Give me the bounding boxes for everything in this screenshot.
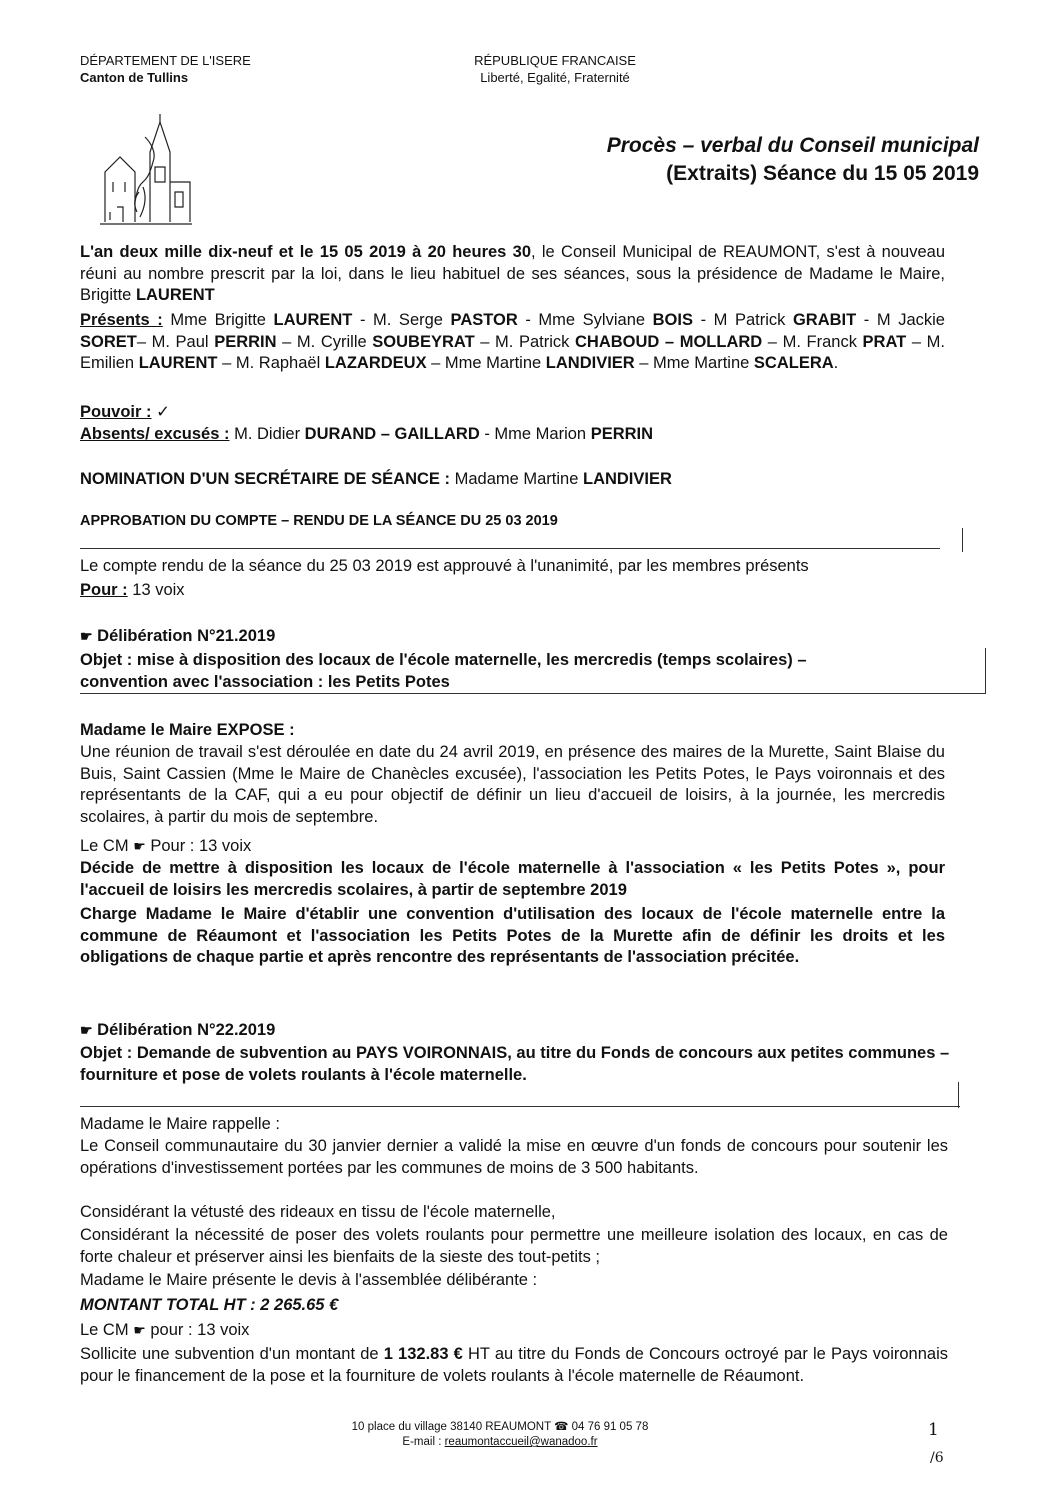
canton-name: Canton de Tullins (80, 70, 189, 85)
considerant-2: Considérant la nécessité de poser des volets roulants pour permettre une meilleure isolation des locaux, en cas de forte chaleur et préserver ainsi les bienfaits de la sieste des tout-petits ; (80, 1226, 948, 1266)
delib22-vote (80, 1320, 249, 1342)
person-title: - Mme Sylviane (517, 311, 653, 329)
pointing-hand-icon: ☛ (133, 838, 146, 854)
page-number: 1 (928, 1420, 939, 1440)
pour-label: Pour : (80, 581, 128, 599)
footer-email-line (300, 1435, 700, 1450)
republic-header (455, 52, 655, 86)
delib22-objet: Objet : Demande de subvention au PAYS VOIRONNAIS, au titre du Fonds de concours aux petites communes – fourniture et pose de volets roulants à l'école maternelle. (80, 1044, 950, 1084)
pouvoir-value: ✓ (156, 403, 170, 421)
absents-line (80, 424, 653, 446)
divider-line (80, 693, 985, 694)
person-title: – Mme Martine (634, 354, 754, 372)
conseil-text: Le Conseil communautaire du 30 janvier dernier a validé la mise en œuvre d'un fonds de concours pour soutenir les opérations d'investissement portées par les communes de moins de 3 500 habitants. (80, 1137, 948, 1177)
secretaire-label: NOMINATION D'UN SECRÉTAIRE DE SÉANCE : (80, 470, 450, 488)
pointing-hand-icon: ☛ (80, 628, 93, 644)
session-date: L'an deux mille dix-neuf et le 15 05 2019 à 20 heures 30 (80, 243, 531, 261)
person-title: – M. Patrick (474, 332, 575, 351)
person-title: - M Jackie (856, 311, 945, 329)
devis-text: Madame le Maire présente le devis à l'assemblée délibérante : (80, 1271, 538, 1289)
person-title: – M. Raphaël (217, 354, 325, 372)
margin-mark (985, 648, 986, 694)
absents-label: Absents/ excusés : (80, 425, 230, 443)
person-title: - M Patrick (692, 311, 793, 329)
presents-label: Présents : (80, 311, 163, 329)
delib21-vote-text: Pour : 13 voix (150, 837, 252, 855)
presents-end: . (833, 354, 839, 372)
divider-line (80, 1106, 960, 1107)
absents-list (229, 425, 653, 443)
delib21-decide: Décide de mettre à disposition les locaux de l'école maternelle à l'association « les Petits Potes », pour l'accueil de loisirs les mercredis scolaires, à partir de septembre 2019 (80, 859, 945, 899)
footer-address: 10 place du village 38140 REAUMONT ☎ 04 76 91 05 78 (351, 1421, 649, 1433)
person-title: M. Didier (229, 425, 305, 443)
page-total: /6 (930, 1450, 944, 1466)
rappelle-label: Madame le Maire rappelle : (80, 1115, 280, 1133)
person-surname: LANDIVIER (545, 354, 635, 372)
approbation-text: Le compte rendu de la séance du 25 03 2019 est approuvé à l'unanimité, par les membres présents (80, 557, 809, 575)
delib21-vote-prefix: Le CM (80, 837, 129, 855)
delib21-objet (80, 650, 980, 693)
approbation-vote (80, 580, 185, 602)
pointing-hand-icon: ☛ (133, 1322, 146, 1338)
person-surname: DURAND – GAILLARD (304, 425, 480, 443)
footer-email-label: E-mail : (402, 1436, 445, 1448)
pouvoir-label: Pouvoir : (80, 403, 152, 421)
delib22-vote-text: pour : 13 voix (150, 1321, 250, 1339)
delib22-heading (80, 1020, 275, 1042)
sollicite-post: HT au titre du Fonds de Concours octroyé par le Pays voironnais pour le financement de la pose et la fourniture de volets roulants à l'école maternelle de Réaumont. (80, 1345, 948, 1385)
footer-address-block (300, 1420, 700, 1450)
village-church-logo (95, 112, 195, 232)
pointing-hand-icon: ☛ (80, 1022, 93, 1038)
delib21-vote (80, 836, 251, 858)
person-surname: SOUBEYRAT (372, 332, 475, 351)
republic-name: RÉPUBLIQUE FRANCAISE (474, 53, 636, 68)
department-header (80, 52, 251, 86)
considerant-1: Considérant la vétusté des rideaux en tissu de l'école maternelle, (80, 1203, 556, 1221)
maire-name: LAURENT (135, 286, 215, 304)
person-surname: LAZARDEUX (324, 354, 427, 372)
person-title: – Mme Martine (426, 354, 546, 372)
expose-text: Une réunion de travail s'est déroulée en date du 24 avril 2019, en présence des maires de la Murette, Saint Blaise du Buis, Saint Cassien (Mme le Maire de Chanècles excusée), l'association les Petits Potes, le Pays voironnais et des représentants de la CAF, qui a eu pour objectif de définir un lieu d'accueil de loisirs, à la journée, les mercredis scolaires, à partir du mois de septembre. (80, 743, 945, 826)
person-surname: PERRIN (214, 332, 277, 351)
sollicite-text (80, 1344, 948, 1387)
person-title: - M. Serge (352, 311, 451, 329)
person-surname: SCALERA (753, 354, 834, 372)
person-title: – M. Paul (136, 332, 215, 351)
person-title: - Mme Marion (479, 425, 591, 443)
secretaire-name: LANDIVIER (582, 470, 672, 488)
person-title: – M. Emilien (80, 332, 945, 372)
delib21-number: Délibération N°21.2019 (97, 627, 276, 645)
person-surname: LAURENT (138, 354, 218, 372)
person-surname: PRAT (862, 332, 907, 351)
person-surname: PASTOR (450, 311, 518, 329)
person-surname: LAURENT (273, 311, 353, 329)
pouvoir-line (80, 402, 170, 424)
expose-label: Madame le Maire EXPOSE : (80, 721, 295, 739)
presents-paragraph (80, 310, 945, 375)
delib21-heading (80, 626, 275, 648)
person-surname: SORET (80, 332, 137, 351)
delib21-objet-line2: convention avec l'association : les Petits Potes (80, 672, 450, 691)
delib22-number: Délibération N°22.2019 (97, 1021, 276, 1039)
title-line-2: (Extraits) Séance du 15 05 2019 (666, 162, 979, 185)
person-surname: BOIS (652, 311, 693, 329)
sollicite-amount: 1 132.83 € (383, 1345, 463, 1363)
delib21-objet-line1: Objet : mise à disposition des locaux de l'école maternelle, les mercredis (temps scolaires) – (80, 651, 807, 669)
divider-line (80, 548, 940, 549)
delib22-vote-prefix: Le CM (80, 1321, 129, 1339)
person-title: Mme Brigitte (162, 311, 274, 329)
person-surname: PERRIN (590, 425, 654, 443)
department-name: DÉPARTEMENT DE L'ISERE (80, 53, 251, 68)
margin-mark (962, 528, 963, 552)
intro-text: , le Conseil Municipal de REAUMONT, s'est à nouveau réuni au nombre prescrit par la loi, dans le lieu habituel de ses séances, sous la présidence de Madame le Maire, Brigitte (80, 243, 945, 304)
delib21-charge: Charge Madame le Maire d'établir une convention d'utilisation des locaux de l'école maternelle entre la commune de Réaumont et l'association les Petits Potes de la Murette afin de définir les droits et les obligations de chaque partie et après rencontre des représentants de l'association précitée. (80, 905, 945, 966)
pour-value: 13 voix (132, 581, 185, 599)
sollicite-pre: Sollicite une subvention d'un montant de (80, 1345, 384, 1363)
person-surname: GRABIT (792, 311, 857, 329)
footer-email-link[interactable]: reaumontaccueil@wanadoo.fr (444, 1436, 598, 1448)
approbation-heading: APPROBATION DU COMPTE – RENDU DE LA SÉANCE DU 25 03 2019 (80, 513, 558, 529)
person-title: – M. Cyrille (276, 332, 373, 351)
presents-list (80, 311, 945, 372)
person-title: – M. Franck (762, 332, 863, 351)
margin-mark (958, 1082, 959, 1108)
montant-total: MONTANT TOTAL HT : 2 265.65 € (80, 1296, 339, 1314)
title-line-1: Procès – verbal du Conseil municipal (606, 134, 979, 157)
document-title (419, 132, 979, 188)
person-surname: CHABOUD – MOLLARD (575, 332, 763, 351)
intro-paragraph (80, 242, 945, 307)
republic-motto: Liberté, Egalité, Fraternité (480, 70, 630, 85)
secretaire-line (80, 469, 672, 491)
secretaire-prefix: Madame Martine (454, 470, 583, 488)
